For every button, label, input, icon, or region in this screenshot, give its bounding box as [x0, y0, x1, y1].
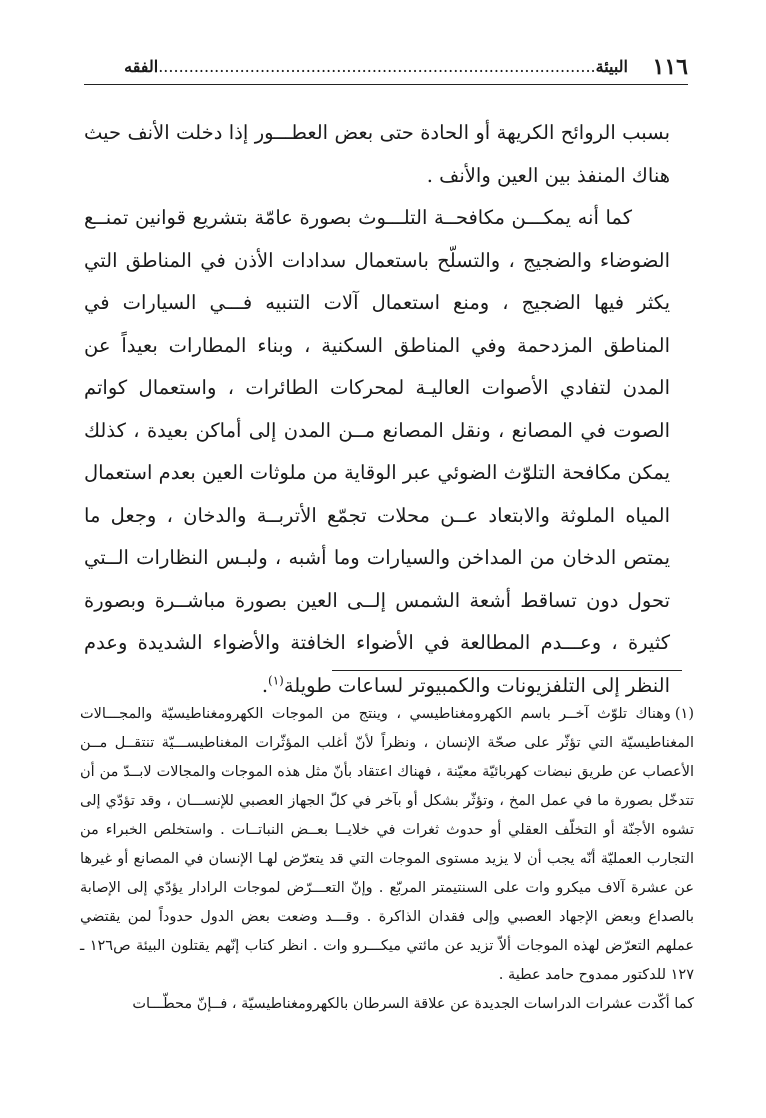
footnote-separator [332, 670, 682, 671]
paragraph-pollution-control [84, 197, 670, 707]
footnote-continuation: كما أكّدت عشرات الدراسات الجديدة عن علاقة السرطان بالكهرومغناطيسيّة ، فــإنّ محطّـــات [132, 996, 694, 1012]
paragraph-text: كما أنه يمكـــن مكافحــة التلـــوث بصورة عامّة بتشريع قوانين تمنــع الضوضاء والضجيج ، والتسلّح باستعمال سدادات الأذن في المناطق التي يكثر فيها الضجيج ، ومنع استعمال آلات التنبيه فـــي السيارات في المناطق المزدحمة وفي المناطق السكنية ، وبناء المطارات بعيداً عن المدن لتفادي الأصوات العاليـة لمحركات الطائرات ، واستعمال كواتم الصوت في المصانع ، ونقل المصانع مــن المدن إلى أماكن بعيدة ، كذلك يمكن مكافحة التلوّث الضوئي عبر الوقاية من ملوثات العين بعدم استعمال المياه الملوثة والابتعاد عــن محلات تجمّع الأتربــة والدخان ، وجعل ما يمتص الدخان من المداخن والسيارات وما أشبه ، ولبـس النظارات الــتي تحول دون تساقط أشعة الشمس إلــى العين بصورة مباشــرة وبصورة كثيرة ، وعـــدم المطالعة في الأضواء الخافتة والأضواء الشديدة وعدم النظر إلى التلفزيونات والكمبيوتر لساعات طويلة [84, 206, 670, 697]
book-title: الفقه [124, 57, 159, 76]
header-leader-dots: .................................. [422, 57, 596, 76]
paragraph-continuation: بسبب الروائح الكريهة أو الحادة حتى بعض العطـــور إذا دخلت الأنف حيث هناك المنفذ بين العين والأنف . [84, 121, 670, 187]
footnote-item [80, 700, 694, 990]
header-leader-dots-right: .................................................... [158, 57, 423, 76]
main-text [84, 112, 670, 707]
footnote-text: وهناك تلوّث آخــر باسم الكهرومغناطيسي ، وينتج من الموجات الكهرومغناطيسيّة والمجـــالات المغناطيسيّة التي تؤثّر على صحّة الإنسان ، ونظراً لأنّ أغلب المؤثّرات المغناطيســـيّة تنتقــل مــن الأعصاب عن طريق نبضات كهربائيّة معيّنة ، فهناك اعتقاد بأنّ مثل هذه الموجات والمجالات لابــدّ من أن تتدخّل بصورة ما في عمل المخ ، وتؤثّر بشكل أو بآخر في كلّ الجهاز العصبي للإنســـان ، وقد تؤدّي إلى تشوه الأجنّة أو التخلّف العقلي أو حدوث ثغرات في خلايــا بعــض النباتــات . واستخلص الخبراء من التجارب العمليّة أنّه يجب أن لا يزيد مستوى الموجات التي قد يتعرّض لهـا الإنسان في المصانع أو غيرها عن عشرة آلاف ميكرو وات على السنتيمتر المربّع . وإنّ التعـــرّض لموجات الرادار يؤدّي إلى الإصابة بالصداع وبعض الإجهاد العصبي وإلى فقدان الذاكرة . وقـــد وضعت بعض الدول حدوداً لمن يقتضي عملهم التعرّض لهذه الموجات ألاّ تزيد عن مائتي ميكـــرو وات . انظر كتاب إنّهم يقتلون البيئة ص١٢٦ ـ ١٢٧ للدكتور ممدوح حامد عطية . [80, 706, 694, 983]
running-header [84, 50, 688, 85]
paragraph-end-punct: . [261, 673, 269, 697]
chapter-title: البيئة [595, 57, 628, 76]
page-number: ١١٦ [652, 54, 688, 80]
footnote-reference[interactable]: (١) [268, 673, 284, 687]
header-titles [84, 50, 628, 84]
footnote-number: (١) [674, 706, 694, 722]
footnotes [80, 700, 694, 1019]
